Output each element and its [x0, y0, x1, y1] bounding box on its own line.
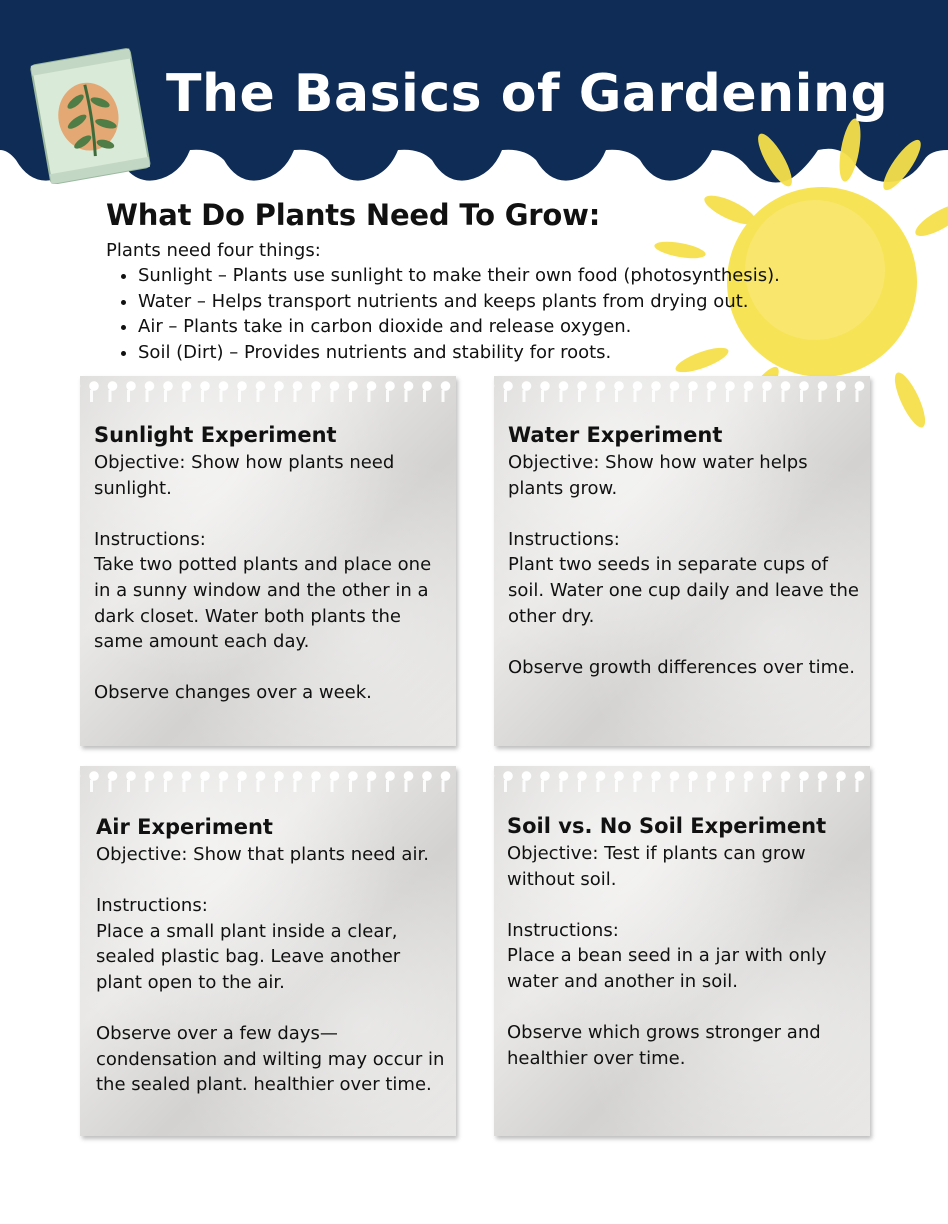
list-item: • Air – Plants take in carbon dioxide and release oxygen. — [138, 314, 826, 340]
page-title: The Basics of Gardening — [166, 64, 889, 124]
experiment-card-air — [80, 766, 456, 1136]
card-title: Air Experiment — [96, 815, 273, 839]
intro-lead: Plants need four things: — [106, 240, 321, 261]
card-instructions-label: Instructions: — [507, 919, 619, 941]
card-instructions: Plant two seeds in separate cups of soil. Water one cup daily and leave the other dry. — [508, 554, 859, 627]
card-objective: Objective: Test if plants can grow without soil. — [507, 843, 806, 890]
card-instructions: Place a small plant inside a clear, sealed plastic bag. Leave another plant open to the air. — [96, 920, 401, 993]
card-instructions: Take two potted plants and place one in a sunny window and the other in a dark closet. Water both plants the same amount each day. — [94, 554, 432, 653]
card-instructions-label: Instructions: — [508, 528, 620, 550]
intro-section — [106, 198, 826, 365]
card-observe: Observe over a few days—condensation and wilting may occur in the sealed plant. healthier over time. — [96, 1023, 445, 1096]
card-objective: Objective: Show that plants need air. — [96, 844, 429, 865]
experiment-card-sunlight — [80, 376, 456, 746]
seed-packet-icon — [30, 44, 154, 184]
notebook-holes — [80, 376, 456, 406]
card-observe: Observe growth differences over time. — [508, 656, 855, 678]
card-objective: Objective: Show how plants need sunlight. — [94, 452, 395, 499]
intro-heading: What Do Plants Need To Grow: — [106, 198, 601, 232]
list-item: • Sunlight – Plants use sunlight to make their own food (photosynthesis). — [138, 263, 826, 289]
experiment-card-soil — [494, 766, 870, 1136]
card-instructions-label: Instructions: — [96, 895, 208, 917]
list-item: • Soil (Dirt) – Provides nutrients and stability for roots. — [138, 340, 826, 366]
card-observe: Observe which grows stronger and healthier over time. — [507, 1022, 821, 1069]
card-title: Water Experiment — [508, 423, 723, 447]
card-title: Soil vs. No Soil Experiment — [507, 814, 827, 838]
notebook-holes — [494, 766, 870, 796]
notebook-holes — [80, 766, 456, 796]
card-objective: Objective: Show how water helps plants grow. — [508, 452, 808, 499]
notebook-holes — [494, 376, 870, 406]
needs-list — [106, 263, 826, 365]
list-item: • Water – Helps transport nutrients and keeps plants from drying out. — [138, 289, 826, 315]
card-observe: Observe changes over a week. — [94, 682, 372, 704]
card-instructions-label: Instructions: — [94, 528, 206, 550]
card-instructions: Place a bean seed in a jar with only water and another in soil. — [507, 945, 827, 992]
card-title: Sunlight Experiment — [94, 423, 337, 447]
experiment-card-water — [494, 376, 870, 746]
